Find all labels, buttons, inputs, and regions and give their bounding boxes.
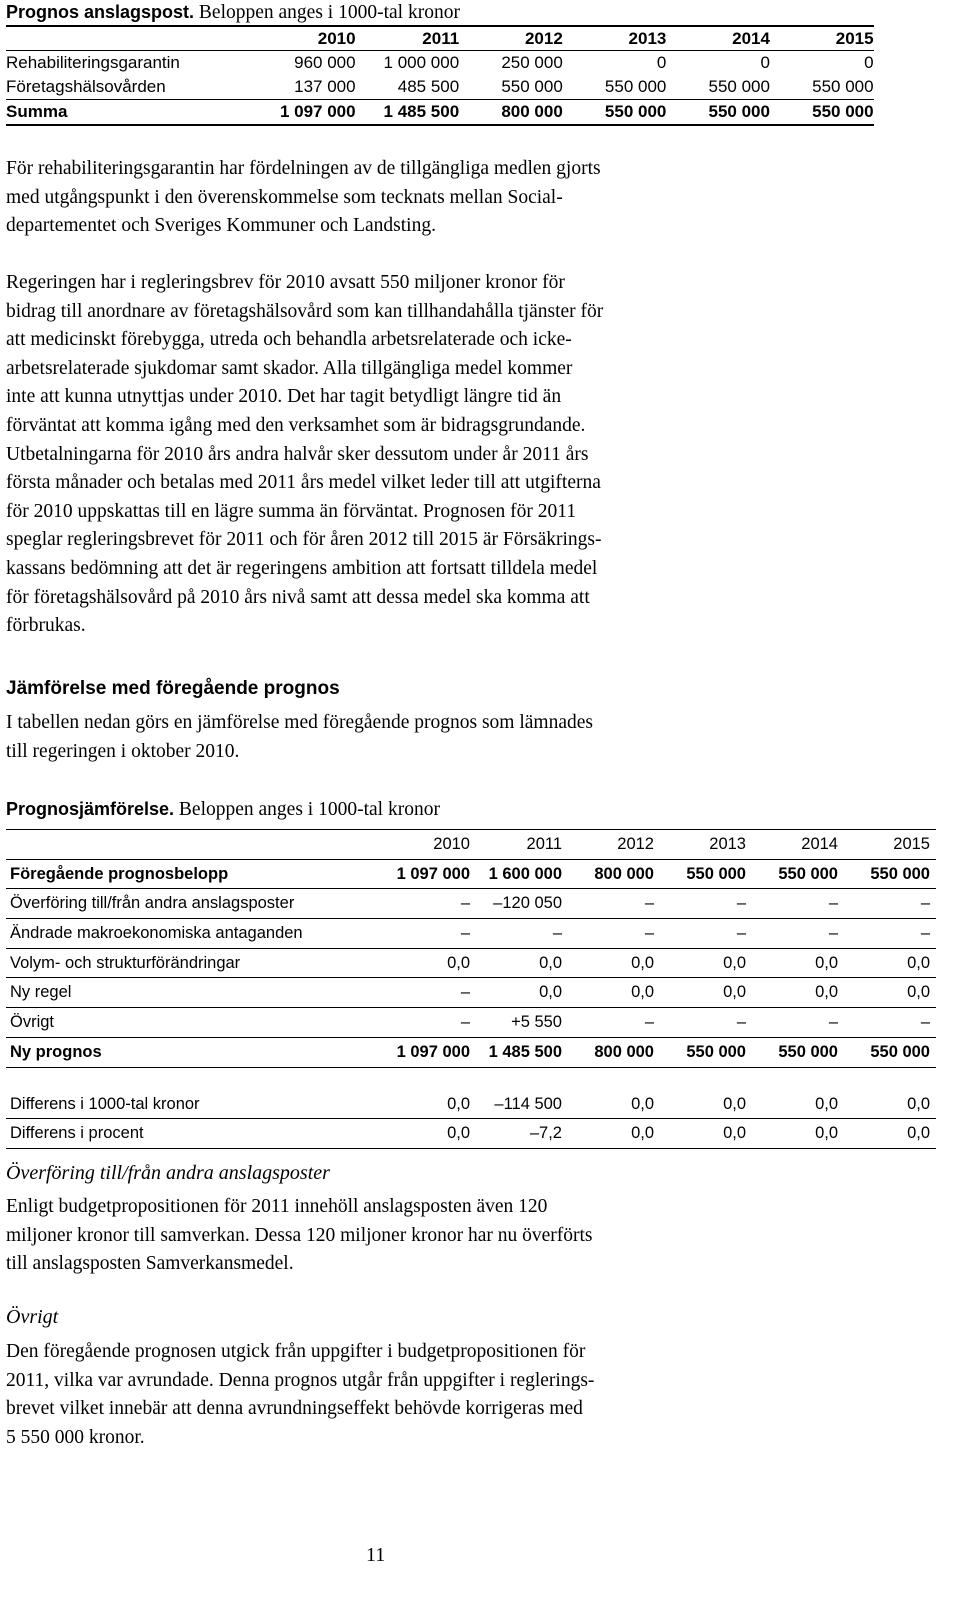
table1-year: 2015 (835, 29, 874, 48)
cell: 0,0 (631, 1124, 654, 1143)
cell: 0,0 (815, 953, 838, 972)
table2-year: 2015 (893, 835, 930, 853)
table1-header-label (6, 27, 252, 50)
cell: 800 000 (501, 102, 563, 121)
cell: –114 500 (494, 1094, 562, 1113)
table1-year: 2014 (732, 29, 770, 48)
paragraph-other (6, 1338, 786, 1452)
row-label: Volym- och strukturförändringar (10, 953, 241, 972)
cell: 0 (760, 53, 770, 72)
cell: – (920, 1013, 930, 1032)
table-row (6, 75, 874, 99)
text-line: Den föregående prognosen utgick från uppgifter i budgetpropositionen för (6, 1341, 586, 1362)
cell: 0,0 (907, 983, 930, 1002)
cell: – (828, 894, 838, 913)
text-line: att medicinskt förebygga, utreda och behandla arbetsrelaterade och icke- (6, 329, 572, 351)
cell: 0,0 (723, 1124, 746, 1143)
cell: +5 550 (511, 1013, 562, 1032)
table-row (6, 51, 874, 75)
cell: 550 000 (501, 77, 563, 96)
cell: 1 097 000 (396, 864, 470, 883)
row-label: Summa (6, 102, 68, 121)
cell: 550 000 (812, 77, 874, 96)
row-label: Ny regel (10, 983, 72, 1002)
table2-year: 2014 (801, 835, 838, 853)
paragraph-company-health (6, 269, 786, 641)
cell: 1 485 500 (488, 1042, 562, 1061)
cell: 550 000 (708, 102, 770, 121)
row-label: Överföring till/från andra anslagsposter (10, 894, 295, 913)
table1-year: 2011 (422, 29, 460, 48)
text-line: första månader och betalas med 2011 års medel vilket leder till att utgifterna (6, 472, 601, 494)
cell: – (644, 924, 654, 943)
table2-header-label (6, 830, 384, 859)
table-row (6, 1119, 936, 1149)
text-line: för företagshälsovård på 2010 års nivå samt att dessa medel ska komma att (6, 586, 590, 608)
table1-year: 2013 (628, 29, 667, 48)
table2-year: 2013 (709, 835, 746, 853)
cell: 0,0 (539, 983, 562, 1002)
cell: 1 600 000 (488, 864, 562, 883)
cell: 0 (656, 53, 667, 72)
text-line: inte att kunna utnyttjas under 2010. Det har tagit betydligt längre tid än (6, 386, 562, 408)
cell: 0,0 (907, 1094, 930, 1113)
row-label: Ny prognos (10, 1042, 102, 1061)
cell: 1 097 000 (396, 1042, 470, 1061)
table1-caption-bold: Prognos anslagspost. (6, 2, 195, 22)
cell: 800 000 (594, 864, 654, 883)
table1-header-row (6, 25, 874, 51)
cell: 0,0 (447, 1094, 470, 1113)
prognosis-table (6, 25, 874, 126)
text-line: Utbetalningarna för 2010 års andra halvår sker dessutom under år 2011 års (6, 443, 589, 465)
cell: 0,0 (723, 1094, 746, 1113)
cell: 0,0 (907, 1124, 930, 1143)
cell: – (460, 924, 470, 943)
section-heading-other: Övrigt (6, 1306, 59, 1328)
row-label: Differens i 1000-tal kronor (10, 1094, 200, 1113)
cell: 0,0 (447, 1124, 470, 1143)
table-row (6, 978, 936, 1008)
row-label: Föregående prognosbelopp (10, 864, 229, 883)
cell: 0,0 (815, 1124, 838, 1143)
cell: 1 000 000 (383, 53, 460, 72)
cell: – (460, 894, 470, 913)
text-line: till regeringen i oktober 2010. (6, 740, 240, 762)
cell: 1 485 500 (383, 102, 460, 121)
table2-new-prognosis-row (6, 1038, 936, 1067)
table1-caption (6, 0, 460, 25)
cell: 0,0 (539, 953, 562, 972)
row-label: Företagshälsovården (6, 77, 166, 96)
cell: 0,0 (723, 953, 746, 972)
table2-divider (6, 1067, 936, 1090)
cell: – (460, 1013, 470, 1032)
table2-year: 2010 (433, 835, 470, 853)
table-row (6, 949, 936, 979)
paragraph-rehabilitation (6, 155, 786, 241)
cell: 0,0 (815, 983, 838, 1002)
table1-caption-text: Beloppen anges i 1000-tal kronor (194, 2, 460, 23)
row-label: Övrigt (10, 1013, 55, 1032)
row-label: Ändrade makroekonomiska antaganden (10, 924, 303, 943)
table2-header-row (6, 829, 936, 860)
cell: – (736, 1013, 746, 1032)
cell: 0,0 (447, 953, 470, 972)
text-line: förbrukas. (6, 615, 86, 637)
cell: 0,0 (723, 983, 746, 1002)
text-line: med utgångspunkt i den överenskommelse som tecknats mellan Social- (6, 186, 563, 208)
cell: 137 000 (294, 77, 356, 96)
text-line: 5 550 000 kronor. (6, 1426, 145, 1448)
cell: 0,0 (631, 1094, 654, 1113)
cell: – (552, 924, 562, 943)
table1-sum-row (6, 99, 874, 126)
cell: – (644, 894, 654, 913)
text-line: kassans bedömning att det är regeringens ambition att fortsatt tilldela medel (6, 557, 598, 579)
row-label: Rehabiliteringsgarantin (6, 53, 180, 72)
cell: 0,0 (815, 1094, 838, 1113)
cell: 550 000 (870, 864, 930, 883)
cell: 550 000 (604, 77, 667, 96)
text-line: I tabellen nedan görs en jämförelse med föregående prognos som lämnades (6, 712, 593, 733)
cell: – (736, 894, 746, 913)
cell: – (920, 924, 930, 943)
cell: 0,0 (907, 953, 930, 972)
section-heading-transfer: Överföring till/från andra anslagsposter (6, 1162, 330, 1184)
text-line: För rehabiliteringsgarantin har fördelningen av de tillgängliga medlen gjorts (6, 158, 601, 179)
table1-year: 2012 (524, 29, 563, 48)
cell: – (460, 983, 470, 1002)
cell: 1 097 000 (279, 102, 356, 121)
cell: 960 000 (294, 53, 356, 72)
table2-caption-text: Beloppen anges i 1000-tal kronor (174, 799, 440, 820)
comparison-table (6, 829, 936, 1149)
cell: 0 (864, 53, 874, 72)
table-row (6, 1008, 936, 1038)
text-line: departementet och Sveriges Kommuner och Landsting. (6, 215, 436, 237)
text-line: miljoner kronor till samverkan. Dessa 120 miljoner kronor har nu överförts (6, 1224, 593, 1246)
table2-caption-bold: Prognosjämförelse. (6, 799, 175, 819)
cell: –120 050 (493, 894, 562, 913)
table2-year: 2011 (526, 835, 562, 853)
cell: – (828, 924, 838, 943)
text-line: för 2010 uppskattas till en lägre summa än förväntat. Prognosen för 2011 (6, 500, 577, 522)
cell: – (644, 1013, 654, 1032)
text-line: Regeringen har i regleringsbrev för 2010 avsatt 550 miljoner kronor för (6, 272, 565, 293)
cell: – (736, 924, 746, 943)
table1-year: 2010 (317, 29, 356, 48)
cell: 550 000 (708, 77, 770, 96)
table2-caption (6, 797, 440, 822)
cell: 550 000 (778, 864, 838, 883)
table-row (6, 1090, 936, 1120)
cell: 550 000 (778, 1042, 838, 1061)
cell: – (920, 894, 930, 913)
paragraph-comparison (6, 709, 786, 766)
cell: 250 000 (501, 53, 563, 72)
text-line: bidrag till anordnare av företagshälsovård som kan tillhandahålla tjänster för (6, 300, 604, 322)
text-line: brevet vilket innebär att denna avrundningseffekt behövde korrigeras med (6, 1398, 583, 1420)
row-label: Differens i procent (10, 1124, 144, 1143)
section-heading-comparison: Jämförelse med föregående prognos (6, 678, 340, 699)
cell: 550 000 (812, 102, 874, 121)
cell: 800 000 (594, 1042, 654, 1061)
text-line: Enligt budgetpropositionen för 2011 innehöll anslagsposten även 120 (6, 1196, 548, 1217)
cell: 550 000 (686, 1042, 746, 1061)
page-number: 11 (366, 1544, 386, 1566)
text-line: speglar regleringsbrevet för 2011 och för åren 2012 till 2015 är Försäkrings- (6, 529, 602, 551)
text-line: 2011, vilka var avrundade. Denna prognos utgår från uppgifter i reglerings- (6, 1369, 595, 1391)
table-row (6, 860, 936, 890)
paragraph-transfer (6, 1193, 786, 1279)
text-line: arbetsrelaterade sjukdomar samt skador. Alla tillgängliga medel kommer (6, 357, 573, 379)
table-row (6, 919, 936, 949)
text-line: till anslagsposten Samverkansmedel. (6, 1253, 294, 1275)
cell: 485 500 (397, 77, 460, 96)
cell: – (828, 1013, 838, 1032)
cell: 550 000 (870, 1042, 930, 1061)
cell: 550 000 (604, 102, 667, 121)
table2-year: 2012 (617, 835, 654, 853)
cell: 0,0 (631, 983, 654, 1002)
cell: 550 000 (686, 864, 746, 883)
text-line: förväntat att komma igång med den verksamhet som är bidragsgrundande. (6, 414, 586, 436)
table-row (6, 889, 936, 919)
cell: –7,2 (529, 1124, 562, 1143)
cell: 0,0 (631, 953, 654, 972)
